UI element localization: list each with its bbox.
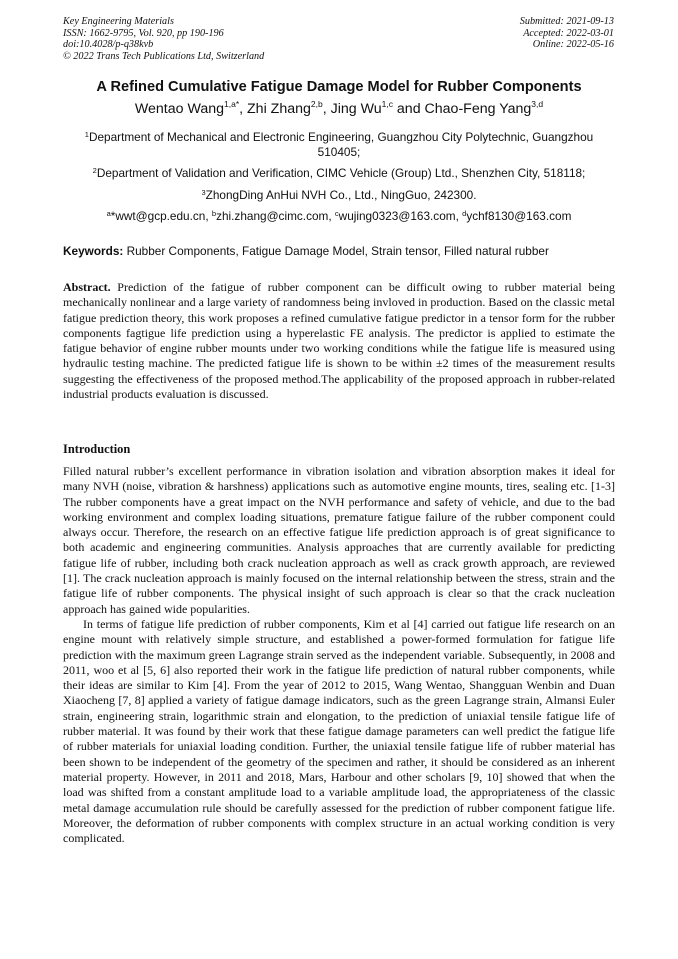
author-list (30, 101, 648, 117)
abstract-label: Abstract. (63, 280, 111, 294)
keywords-text: Rubber Components, Fatigue Damage Model, Strain tensor, Filled natural rubber (123, 244, 549, 258)
author: Wentao Wang$^{1,a*}$, (134, 99, 248, 117)
online-date: Online: 2022-05-16 (532, 39, 614, 51)
abstract-text: Prediction of the fatigue of rubber component can be difficult owing to rubber material being mechanically nonlinear and a large variety of randomness being invloved in production. Based on the classic metal fatigue prediction theory, this work proposes a refined cumulative fatigue predictor in a tensor form for the rubber components fagtigue life prediction using a hyperelastic FE analysis. The predictor is applied to estimate the fatigue behavior of engine rubber mounts under two working conditions while the fatigue life is measured using hydraulic testing machine. The predicted fatigue life is shown to be within ±2 times of the measurement results suggesting the effectiveness of the proposed method.The applicability of the proposed approach in rubber-related industrial products evaluation is discussed. (63, 280, 615, 402)
paragraph: In terms of fatigue life prediction of rubber components, Kim et al [4] carried out fatigue life research on an engine mount with relatively simple structure, and established a power-formed formulation for fatigue life prediction with the maximum green Lagrange strain served as the independent variable. Subsequently, in 2008 and 2011, woo et al [5, 6] also reported their work in the fatigue life prediction of natural rubber components, while their ideas are similar to Kim [4]. From the year of 2012 to 2015, Wang Wentao, Shangguan Wenbin and Duan Xiaocheng [7, 8] applied a variety of fatigue damage indicators, such as the green Lagrange strain, Almansi Euler strain, engineering strain, logarithmic strain and elongation, to the prediction of uniaxial tensile fatigue life of rubber material. It was found by their work that these fatigue damage parameters can well predict the fatigue life of rubber materials for uniaxial loading condition. Further, the uniaxial tensile fatigue life of rubber material has been shown to be independent of the geometry of the specimen and rather, it should be considered as an inherent material property. However, in 2011 and 2018, Mars, Harbour and other scholars [9, 10] showed that when the load was shifted from a constant amplitude load to a variable amplitude load, the appropriateness of the classic metal damage accumulation rule should be carefully assessed for the prediction of rubber component fatigue life. Moreover, the deformation of rubber components with complex structure in an actual working condition is very complicated. (63, 616, 615, 846)
journal-copyright: © 2022 Trans Tech Publications Ltd, Switzerland (63, 50, 265, 62)
affiliation-2: $^2$Department of Validation and Verification, CIMC Vehicle (Group) Ltd., Shenzhen City, 518118; (92, 166, 586, 180)
affiliation-3: $^3$ZhongDing AnHui NVH Co., Ltd., NingGuo, 242300. (201, 188, 477, 202)
author: Zhi Zhang$^{2,b}$, (247, 99, 331, 117)
section-heading-introduction: Introduction (63, 442, 131, 456)
paper-title: A Refined Cumulative Fatigue Damage Model for Rubber Components (96, 79, 582, 95)
submission-dates (520, 16, 614, 51)
accepted-date: Accepted: 2022-03-01 (523, 27, 614, 39)
abstract (63, 280, 615, 402)
author-emails: $^a$*wwt@gcp.edu.cn, $^b$zhi.zhang@cimc.com, $^c$wujing0323@163.com, $^d$ychf8130@163.com (106, 209, 572, 223)
journal-doi: doi:10.4028/p-q38kvb (63, 39, 154, 51)
author: Chao-Feng Yang$^{3,d}$ (424, 99, 544, 117)
introduction-body (63, 464, 615, 846)
affiliation-1: $^1$Department of Mechanical and Electronic Engineering, Guangzhou City Polytechnic, Guangzhou 510405; (84, 130, 594, 159)
journal-meta (63, 16, 264, 62)
journal-name: Key Engineering Materials (63, 16, 174, 27)
author: Jing Wu$^{1,c}$ and (330, 99, 425, 117)
submitted-date: Submitted: 2021-09-13 (519, 16, 614, 27)
keywords-label: Keywords: (63, 244, 124, 258)
paragraph: Filled natural rubber’s excellent performance in vibration isolation and vibration absorption makes it ideal for many NVH (noise, vibration & harshness) applications such as automotive engine mounts, tires, sealing etc. [1-3] The rubber components have a great impact on the NVH performance and safety of vehicle, and due to the bad working environment and complex loading situations, premature fatigue failure of the rubber component could always occur. Therefore, the research on an effective fatigue life prediction approach is of great significance to both academic and engineering communities. Analysis approaches that are currently available for predicting fatigue life of rubber, including both crack nucleation approach as well as crack growth approach, are reviewed [1]. The crack nucleation approach is mainly focused on the internal relationship between the stress, strain and the fatigue life of rubber components. The physical insight of such approach is clear so that the crack nucleation approach has gained wide popularities. (63, 464, 615, 616)
keywords (63, 244, 615, 258)
journal-issn: ISSN: 1662-9795, Vol. 920, pp 190-196 (63, 27, 224, 39)
